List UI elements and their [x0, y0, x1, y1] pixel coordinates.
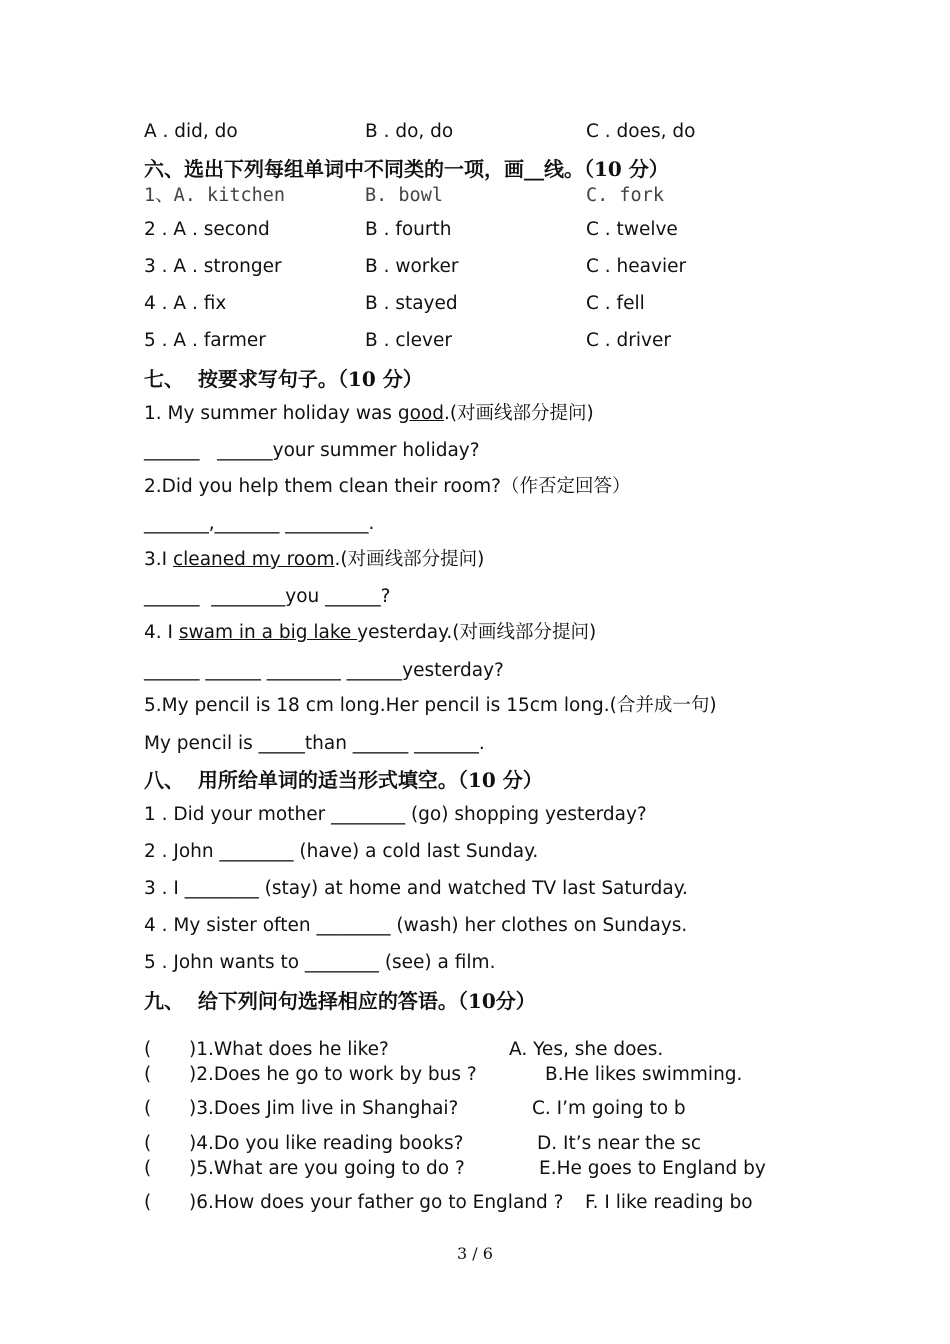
s6-row2-b: B . fourth — [365, 219, 452, 240]
s7-q1 — [144, 403, 594, 425]
s9-answer-c: C. I’m going to b — [532, 1098, 686, 1119]
s9-question-3: )3.Does Jim live in Shanghai? — [189, 1098, 459, 1119]
s7-q3-answer: ______ ________you ______? — [144, 586, 391, 607]
s9-question-6: )6.How does your father go to England ? — [189, 1192, 564, 1213]
s6-row4-b: B . stayed — [365, 293, 458, 314]
s6-row5-a: 5 . A . farmer — [144, 330, 266, 351]
section-8-title: 八、 用所给单词的适当形式填空。（10 分） — [144, 768, 543, 792]
s7-q2: 2.Did you help them clean their room?（作否定回答） — [144, 476, 631, 497]
section-6-title — [144, 158, 669, 180]
s6-row4-a: 4 . A . fix — [144, 293, 227, 314]
s9-question-4: )4.Do you like reading books? — [189, 1133, 464, 1154]
s7-q4 — [144, 622, 596, 644]
s9-paren-3: ( — [144, 1098, 152, 1119]
s8-item-2: 2 . John ________ (have) a cold last Sunday. — [144, 841, 539, 862]
section-9-title: 九、 给下列问句选择相应的答语。（10分） — [144, 989, 536, 1013]
s7-q5: 5.My pencil is 18 cm long.Her pencil is 15cm long.(合并成一句) — [144, 695, 717, 716]
s8-item-4: 4 . My sister often ________ (wash) her clothes on Sundays. — [144, 915, 688, 936]
s7-q4-pre: 4. I — [144, 622, 179, 643]
s6-row1-a: 1、A. kitchen — [144, 185, 286, 206]
s7-q4-post: yesterday.(对画线部分提问) — [357, 622, 597, 643]
s9-question-1: )1.What does he like? — [189, 1039, 389, 1060]
s8-item-1: 1 . Did your mother ________ (go) shopping yesterday? — [144, 804, 647, 825]
s6-row5-c: C . driver — [586, 330, 671, 351]
s6-row3-c: C . heavier — [586, 256, 687, 277]
s7-q3 — [144, 549, 484, 571]
s9-answer-d: D. It’s near the sc — [537, 1133, 702, 1154]
s7-q2-answer: _______,_______ _________. — [144, 513, 375, 534]
s9-paren-4: ( — [144, 1133, 152, 1154]
s7-q1-answer: ______ ______your summer holiday? — [144, 440, 480, 461]
s6-row3-a: 3 . A . stronger — [144, 256, 282, 277]
s9-question-2: )2.Does he go to work by bus ? — [189, 1064, 477, 1085]
s6-row1-c: C. fork — [586, 185, 664, 206]
s7-q4-underlined: swam in a big lake — [178, 622, 358, 643]
section-6-title-blank: __ — [524, 157, 544, 181]
s8-item-5: 5 . John wants to ________ (see) a film. — [144, 952, 496, 973]
option-c: C . does, do — [586, 121, 696, 142]
s7-q3-underlined: cleaned my room — [173, 549, 335, 570]
s9-answer-e: E.He goes to England by — [539, 1158, 766, 1179]
section-6-title-post: 线。（10 分） — [544, 157, 669, 181]
option-a: A . did, do — [144, 121, 238, 142]
s6-row4-c: C . fell — [586, 293, 645, 314]
s9-answer-b: B.He likes swimming. — [545, 1064, 743, 1085]
s9-paren-1: ( — [144, 1039, 152, 1060]
s6-row2-c: C . twelve — [586, 219, 678, 240]
s7-q1-pre: 1. My summer holiday was — [144, 403, 398, 424]
s7-q5-answer: My pencil is _____than ______ _______. — [144, 733, 485, 754]
s6-row5-b: B . clever — [365, 330, 452, 351]
section-6-title-pre: 六、选出下列每组单词中不同类的一项，画 — [144, 157, 524, 181]
s6-row1-b: B. bowl — [365, 185, 443, 206]
s7-q3-pre: 3.I — [144, 549, 173, 570]
s7-q3-post: .(对画线部分提问) — [334, 549, 485, 570]
s9-paren-6: ( — [144, 1192, 152, 1213]
s9-question-5: )5.What are you going to do ? — [189, 1158, 465, 1179]
section-7-title: 七、 按要求写句子。（10 分） — [144, 367, 423, 391]
s9-paren-5: ( — [144, 1158, 152, 1179]
s7-q1-post: .(对画线部分提问) — [443, 403, 594, 424]
s7-q1-underlined: good — [397, 403, 444, 424]
s9-answer-a: A. Yes, she does. — [509, 1039, 664, 1060]
option-b: B . do, do — [365, 121, 454, 142]
s6-row3-b: B . worker — [365, 256, 459, 277]
s8-item-3: 3 . I ________ (stay) at home and watched TV last Saturday. — [144, 878, 688, 899]
s7-q4-answer: ______ ______ ________ ______yesterday? — [144, 660, 504, 681]
s6-row2-a: 2 . A . second — [144, 219, 270, 240]
s9-paren-2: ( — [144, 1064, 152, 1085]
s9-answer-f: F. I like reading bo — [585, 1192, 753, 1213]
page-number: 3 / 6 — [457, 1244, 493, 1263]
